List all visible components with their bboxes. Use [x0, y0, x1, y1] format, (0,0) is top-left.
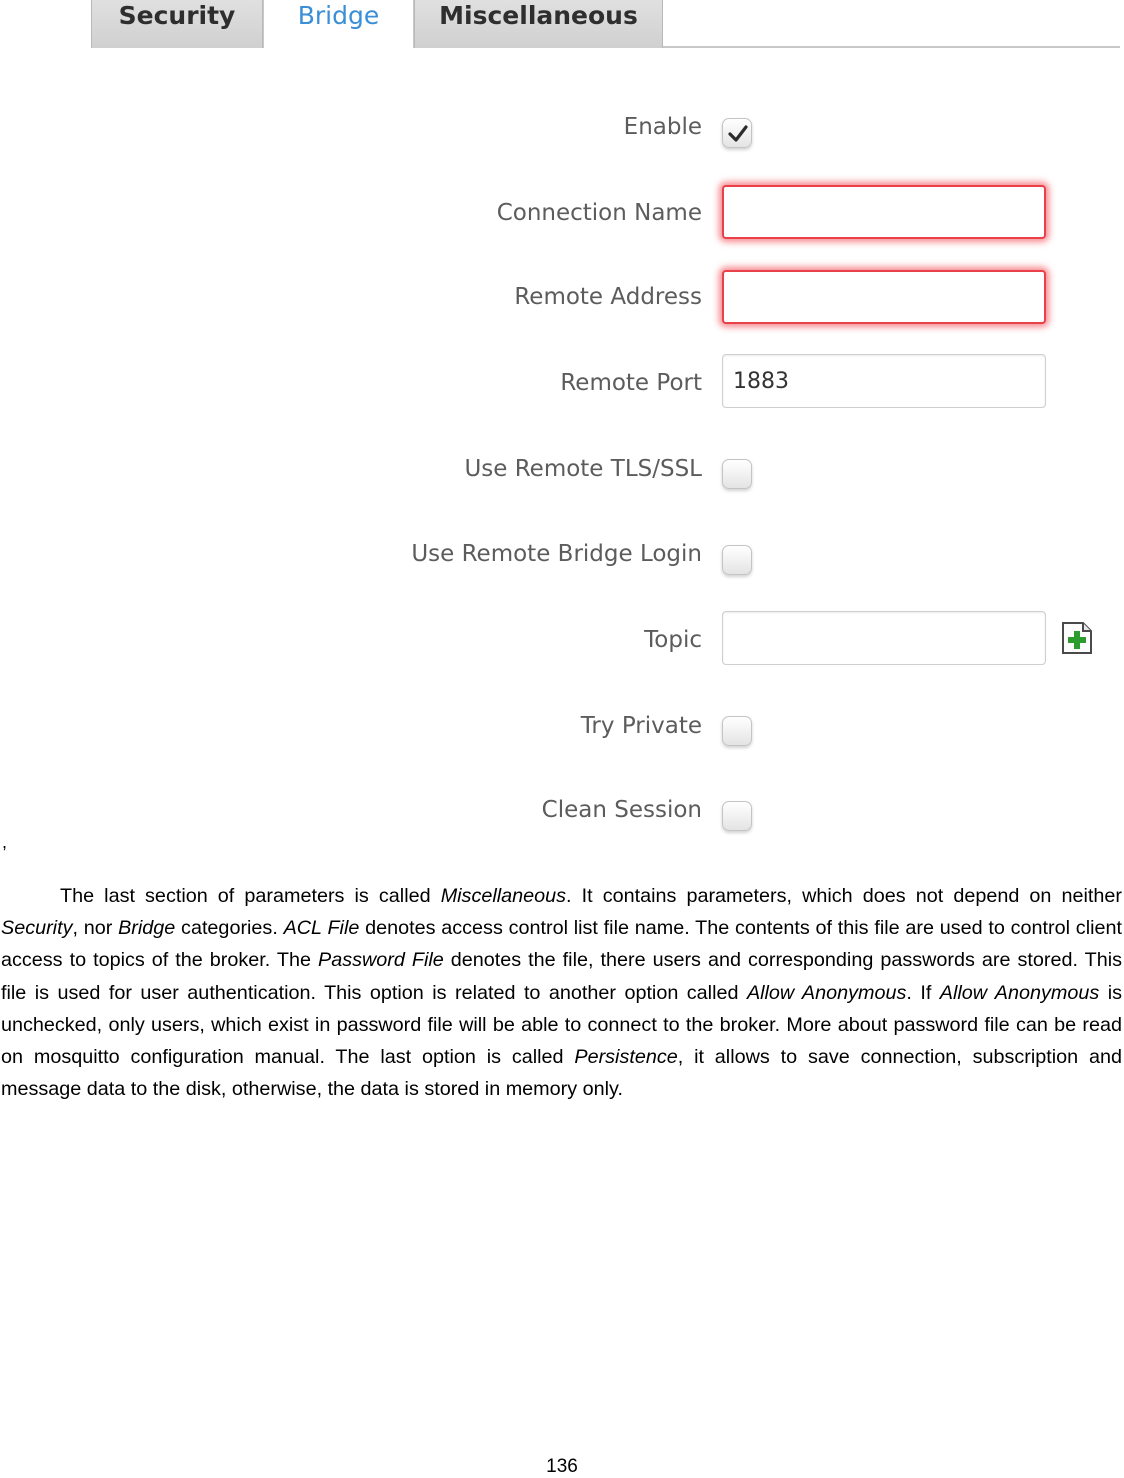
try-private-checkbox[interactable] — [722, 716, 752, 746]
tab-bar-divider — [662, 46, 1120, 48]
use-remote-tls-checkbox[interactable] — [722, 459, 752, 489]
connection-name-input[interactable] — [722, 185, 1046, 239]
remote-port-input[interactable] — [722, 354, 1046, 408]
use-remote-bridge-login-label: Use Remote Bridge Login — [411, 541, 702, 567]
tab-bridge[interactable]: Bridge — [263, 0, 414, 48]
body-paragraph: The last section of parameters is called Miscellaneous. It contains parameters, which does not depend on neither Security, nor Bridge categories. ACL File denotes access control list file name. The contents of this file are used to control client access to topics of the broker. The Password File denotes the file, there users and corresponding passwords are stored. This file is used for user authentication. This option is related to another option called Allow Anonymous. If Allow Anonymous is unchecked, only users, which exist in password file will be able to connect to the broker. More about password file can be read on mosquitto configuration manual. The last option is called Persistence, it allows to save connection, subscription and message data to the disk, otherwise, the data is stored in memory only. — [1, 885, 1122, 1101]
add-topic-button[interactable] — [1060, 621, 1094, 655]
enable-label: Enable — [623, 114, 702, 140]
tab-miscellaneous[interactable]: Miscellaneous — [414, 0, 663, 48]
connection-name-label: Connection Name — [496, 200, 702, 226]
remote-address-label: Remote Address — [514, 284, 702, 310]
remote-port-label: Remote Port — [560, 370, 702, 396]
page-number: 136 — [546, 1456, 578, 1477]
clean-session-label: Clean Session — [541, 797, 702, 823]
enable-checkbox[interactable] — [722, 118, 752, 148]
tab-security[interactable]: Security — [91, 0, 263, 48]
remote-address-input[interactable] — [722, 270, 1046, 324]
use-remote-bridge-login-checkbox[interactable] — [722, 545, 752, 575]
topic-input[interactable] — [722, 611, 1046, 665]
try-private-label: Try Private — [580, 713, 702, 739]
add-file-icon — [1060, 621, 1094, 655]
clean-session-checkbox[interactable] — [722, 801, 752, 831]
tab-bar — [0, 0, 1124, 50]
topic-label: Topic — [644, 627, 702, 653]
stray-comma: , — [2, 832, 8, 852]
checkmark-icon — [727, 123, 749, 145]
use-remote-tls-label: Use Remote TLS/SSL — [464, 456, 702, 482]
